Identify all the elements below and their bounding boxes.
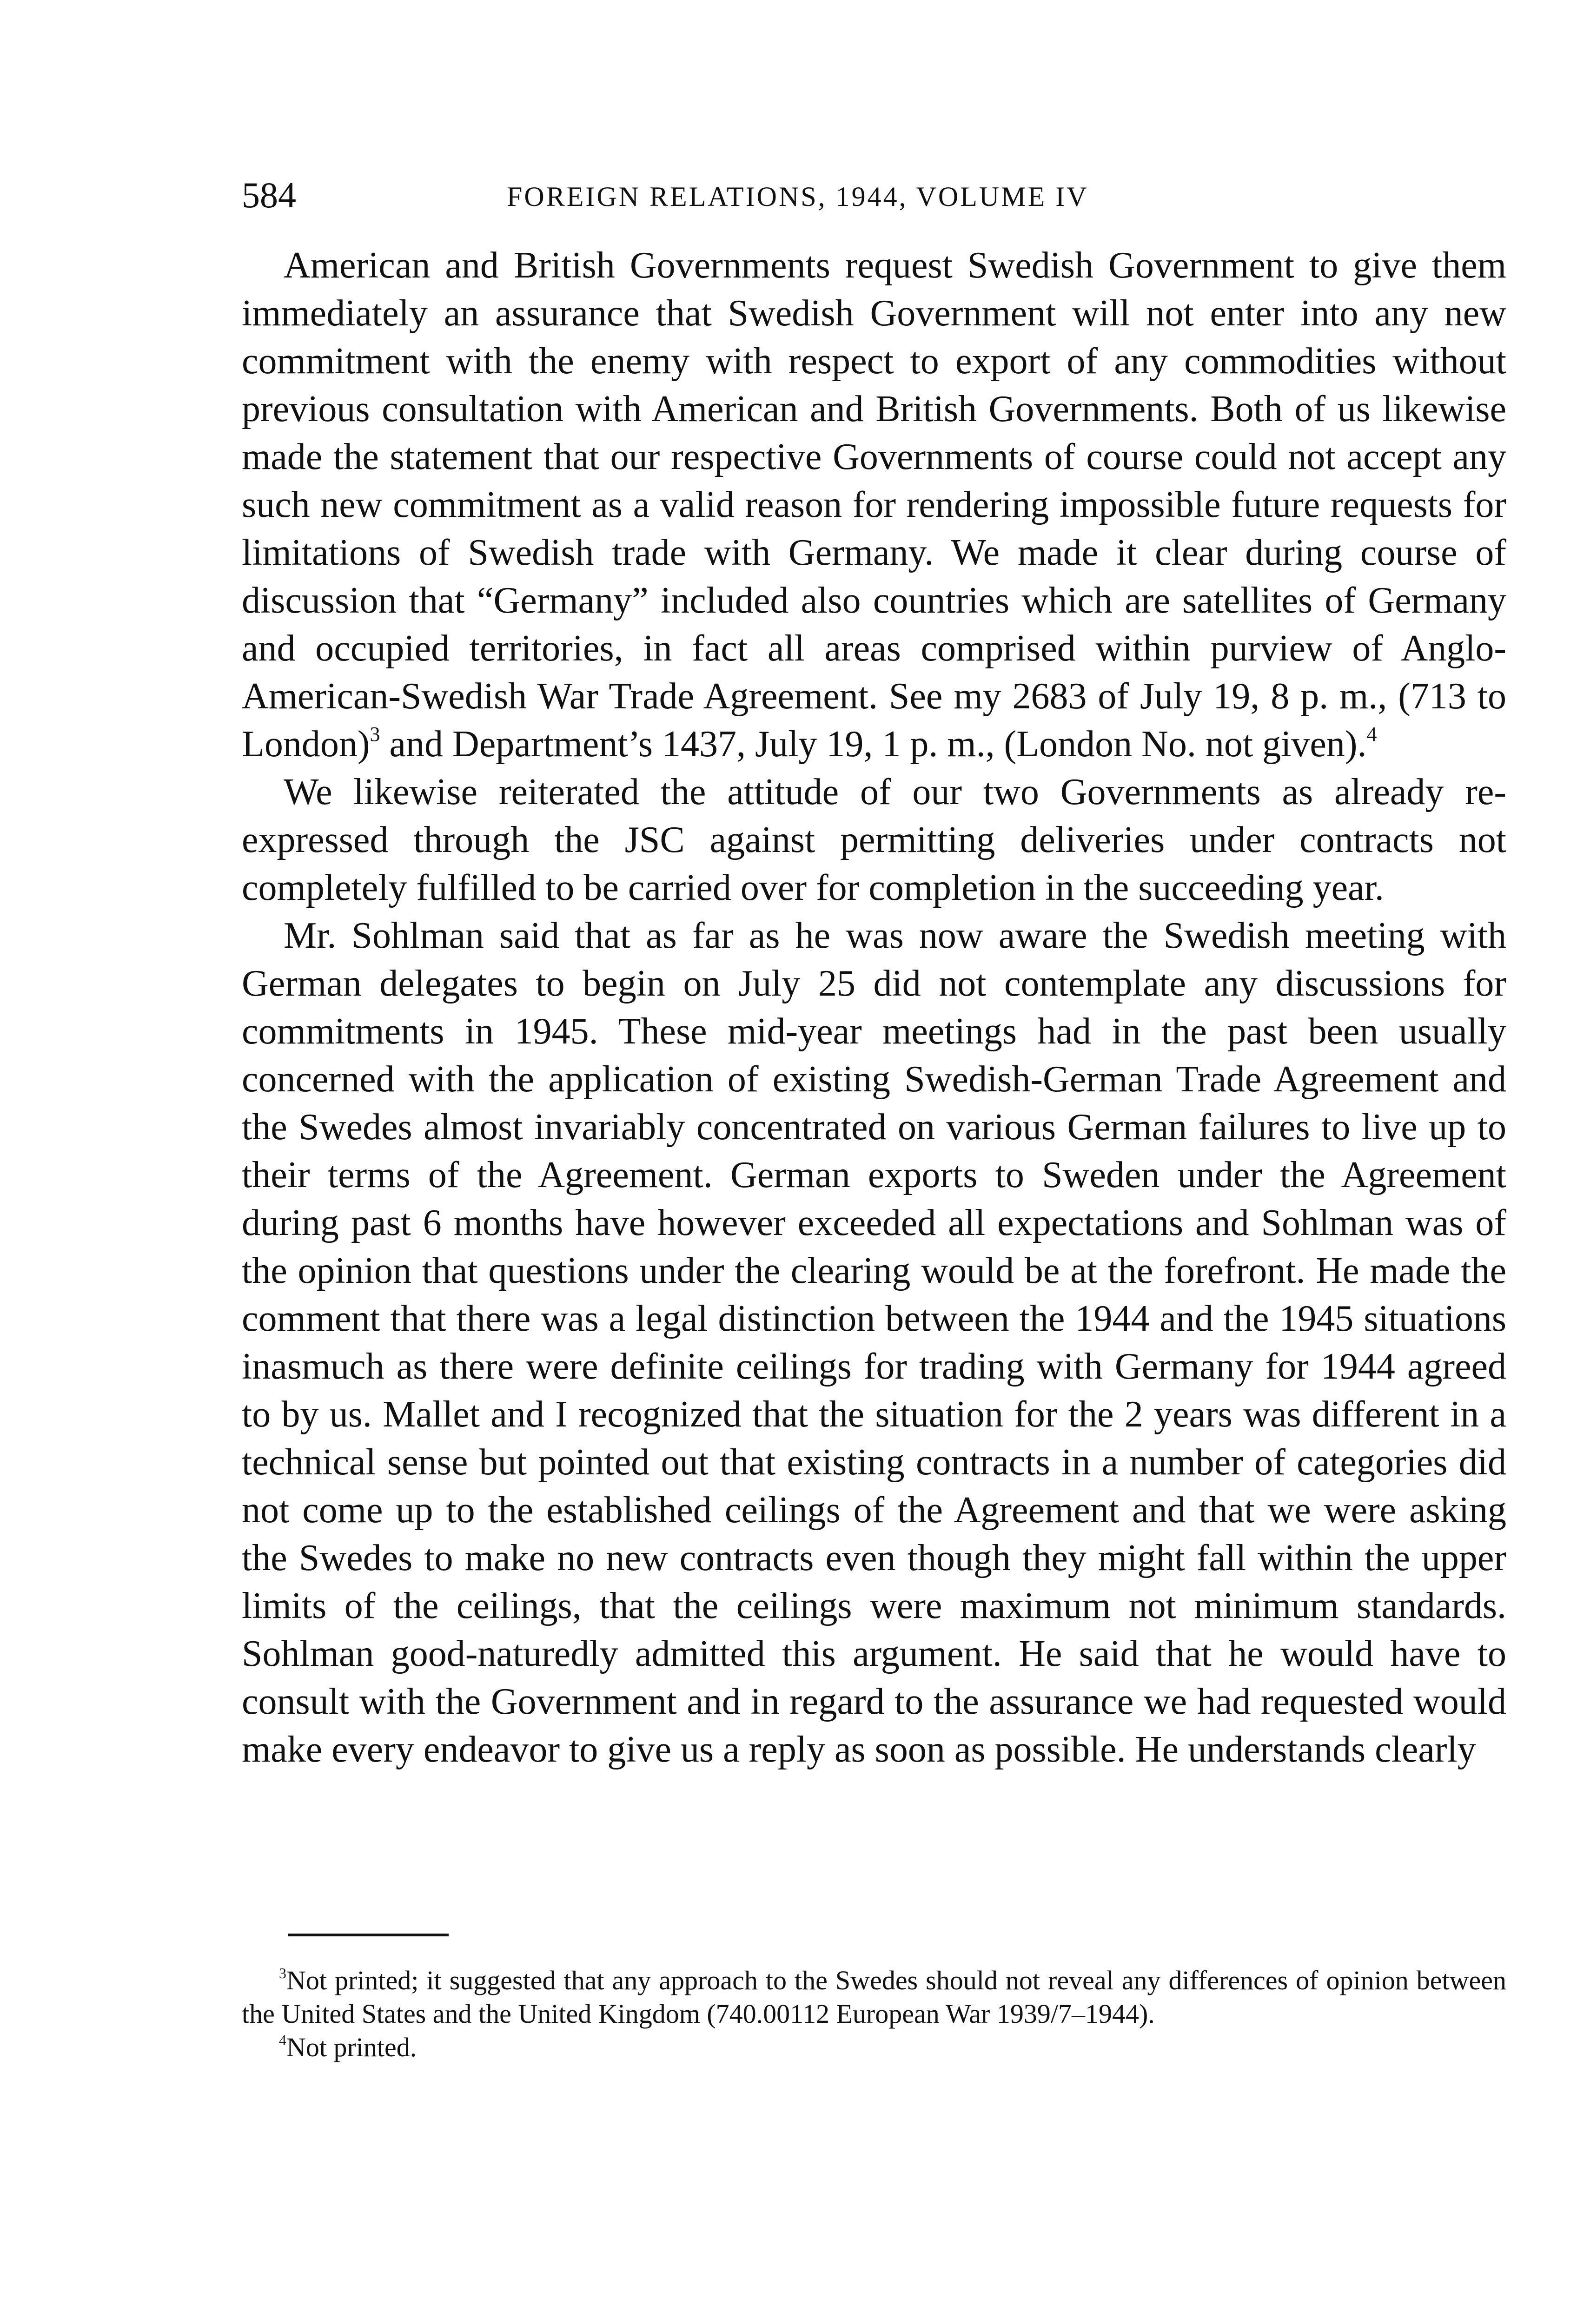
footnote-mark: 4 bbox=[279, 2032, 286, 2049]
paragraph-text: American and British Governments request Swedish Government to give them immediately an assurance that Swedish Government will not enter into any new commitment with the enemy with respect to export of any commodities without previous consultation with American and British Governments. Both of us likewise made the statement that our respective Governments of course could not accept any such new commitment as a valid reason for rendering impossible future requests for limitations of Swedish trade with Germany. We made it clear during course of discussion that “Germany” included also countries which are satellites of Germany and occupied territories, in fact all areas comprised within purview of Anglo-American-Swedish War Trade Agreement. See my 2683 of July 19, 8 p. m., (713 to London) bbox=[242, 245, 1506, 765]
page-header bbox=[242, 170, 1506, 221]
footnote-reference[interactable]: 4 bbox=[1366, 723, 1377, 746]
running-title: FOREIGN RELATIONS, 1944, VOLUME IV bbox=[507, 181, 1089, 212]
footnote-mark: 3 bbox=[279, 1965, 286, 1982]
footnote-text: Not printed; it suggested that any approach to the Swedes should not reveal any differences of opinion between the United States and the United Kingdom (740.00112 European War 1939/7–1944). bbox=[242, 1965, 1506, 2029]
footnote bbox=[242, 2031, 1506, 2064]
footnote-text: Not printed. bbox=[286, 2032, 417, 2062]
paragraph: We likewise reiterated the attitude of our two Governments as already re-expressed through the JSC against permitting deliveries under contracts not completely fulfilled to be carried over for completion in the succeeding year. bbox=[242, 772, 1506, 908]
paragraph bbox=[242, 242, 1506, 768]
body-text bbox=[242, 242, 1506, 1774]
paragraph: Mr. Sohlman said that as far as he was now aware the Swedish meeting with German delegates to begin on July 25 did not contemplate any discussions for commitments in 1945. These mid-year meetings had in the past been usually concerned with the application of existing Swedish-German Trade Agreement and the Swedes almost invariably concentrated on various German failures to live up to their terms of the Agreement. German exports to Sweden under the Agreement during past 6 months have however exceeded all expectations and Sohlman was of the opinion that questions under the clearing would be at the forefront. He made the comment that there was a legal distinction between the 1944 and the 1945 situations inasmuch as there were definite ceilings for trading with Germany for 1944 agreed to by us. Mallet and I recognized that the situation for the 2 years was different in a technical sense but pointed out that existing contracts in a number of categories did not come up to the established ceilings of the Agreement and that we were asking the Swedes to make no new contracts even though they might fall within the upper limits of the ceilings, that the ceilings were maximum not minimum standards. Sohlman good-naturedly admitted this argument. He said that he would have to consult with the Government and in regard to the assurance we had requested would make every endeavor to give us a reply as soon as possible. He understands clearly bbox=[242, 915, 1506, 1770]
paragraph-text: and Department’s 1437, July 19, 1 p. m., (London No. not given). bbox=[380, 724, 1367, 765]
footnote bbox=[242, 1964, 1506, 2031]
page-number: 584 bbox=[242, 175, 296, 215]
footnotes bbox=[242, 1964, 1506, 2064]
footnote-reference[interactable]: 3 bbox=[370, 723, 380, 746]
footnote-divider bbox=[288, 1934, 449, 1936]
